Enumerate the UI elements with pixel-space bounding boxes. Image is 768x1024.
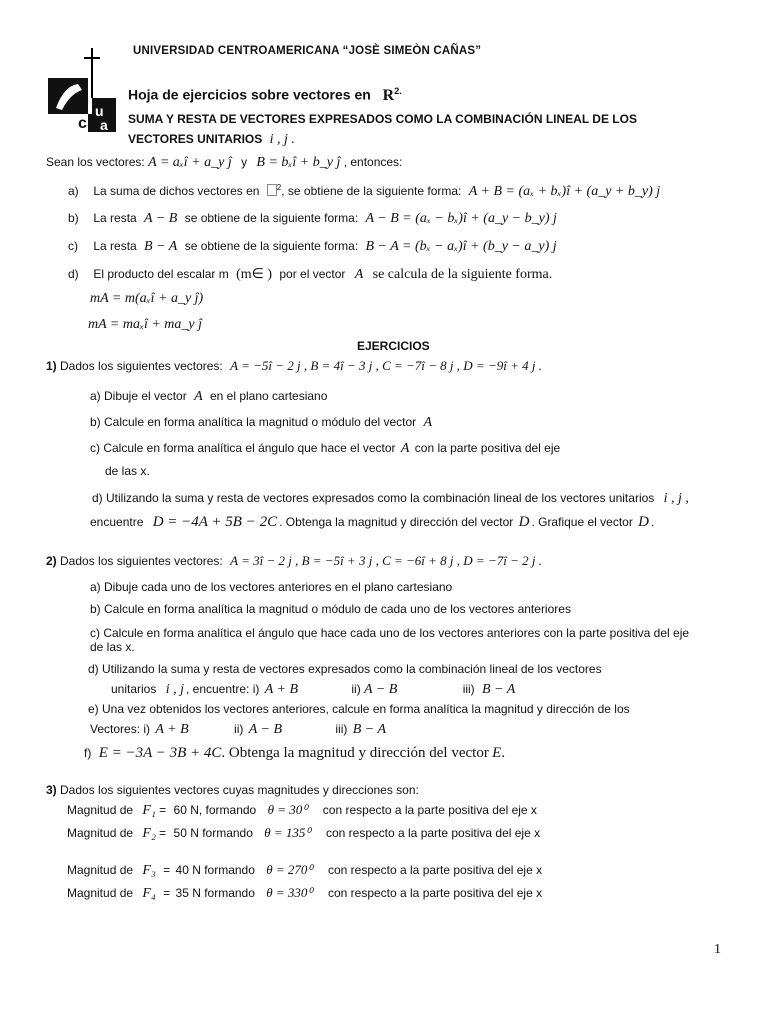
uca-logo xyxy=(48,48,116,132)
intro-b-text1: La resta xyxy=(93,211,137,225)
ex2-e-i: A + B xyxy=(155,722,189,737)
ex2-item-f xyxy=(84,745,505,762)
intro-d-label: d) xyxy=(68,267,79,281)
ex2-header xyxy=(46,553,542,569)
intro-b-vec: A − B xyxy=(144,211,178,226)
ex2-d-iii: B − A xyxy=(482,682,516,697)
ex1-d-vec: D xyxy=(518,514,530,530)
ex1-d-text4: . Grafique el vector xyxy=(531,515,633,529)
ex2-item-b: b) Calcule en forma analítica la magnitud o módulo de cada uno de los vectores anteriores xyxy=(90,602,571,616)
ex2-item-d2 xyxy=(111,682,515,698)
ex2-f-vec: E xyxy=(492,745,502,761)
force-equals: = xyxy=(159,826,167,840)
ex2-e-ii: A − B xyxy=(248,722,283,737)
intro-b-label: b) xyxy=(68,211,79,225)
ex1-d-text2: encuentre xyxy=(90,515,144,529)
intro-a-formula: A + B = (aₓ + bₓ)î + (a_y + b_y) j xyxy=(468,184,661,199)
ex2-item-c2: de las x. xyxy=(90,640,135,654)
ex3-header xyxy=(46,783,419,797)
ex2-d-i: A + B xyxy=(264,682,299,697)
ex1-b-vec: A xyxy=(423,415,433,430)
force-vector: F₄ xyxy=(142,886,156,901)
title-text: Hoja de ejercicios sobre vectores en xyxy=(128,86,371,103)
ex1-c-text: c) Calcule en forma analítica el ángulo que hace el vector xyxy=(90,441,396,455)
intro-c-label: c) xyxy=(68,239,78,253)
title-sup: 2. xyxy=(394,86,402,96)
ex1-item-c xyxy=(90,441,560,457)
intro-a-label: a) xyxy=(68,184,79,198)
intro-b-formula: A − B = (aₓ − bₓ)î + (a_y − b_y) j xyxy=(365,211,557,226)
force-text: 40 N formando xyxy=(175,863,255,877)
intro-line xyxy=(46,155,402,171)
ex1-item-d-cont xyxy=(90,514,654,531)
ex1-a-text2: en el plano cartesiano xyxy=(209,389,328,403)
ex1-d-units: i , j , xyxy=(663,491,689,506)
intro-item-c xyxy=(68,239,557,255)
intro-vec-b: B = bₓî + b_y ĵ xyxy=(256,155,341,170)
force-tail: con respecto a la parte positiva del eje x xyxy=(327,863,543,877)
intro-c-formula: B − A = (bₓ − aₓ)î + (b_y − a_y) j xyxy=(365,239,557,254)
subtitle-line2-text: VECTORES UNITARIOS xyxy=(128,132,263,146)
force-row xyxy=(67,862,542,879)
intro-d-text2: por el vector xyxy=(279,267,346,281)
force-label: Magnitud de xyxy=(67,803,134,817)
university-name: UNIVERSIDAD CENTROAMERICANA “JOSÈ SIMEÒN CAÑAS” xyxy=(133,45,482,57)
intro-d-text3: se calcula de la siguiente forma. xyxy=(372,267,553,282)
ex2-item-c1: c) Calcule en forma analítica el ángulo que hace cada uno de los vectores anteriores con la parte positiva del eje xyxy=(90,626,690,640)
ex2-d-text: unitarios xyxy=(111,682,157,696)
intro-c-vec: B − A xyxy=(144,239,178,254)
subtitle-line1: SUMA Y RESTA DE VECTORES EXPRESADOS COMO LA COMBINACIÓN LINEAL DE LOS xyxy=(128,112,637,126)
ex2-e-text: Vectores: i) xyxy=(90,722,151,736)
subtitle-units: i , j . xyxy=(269,132,295,147)
force-label: Magnitud de xyxy=(67,826,134,840)
force-tail: con respecto a la parte positiva del eje x xyxy=(327,886,543,900)
ex3-lead: Dados los siguientes vectores cuyas magnitudes y direcciones son: xyxy=(60,783,419,797)
ex2-f-text: . Obtenga la magnitud y dirección del vector xyxy=(221,745,489,761)
ex1-item-a xyxy=(90,389,327,405)
force-vector: F₁ xyxy=(142,803,156,818)
intro-d-formula2: mA = maₓî + ma_y ĵ xyxy=(88,317,202,332)
ex2-d-text2: , encuentre: i) xyxy=(185,682,260,696)
force-angle: θ = 135⁰ xyxy=(264,825,311,840)
ex2-d-units: i , j xyxy=(165,682,184,697)
exercises-heading: EJERCICIOS xyxy=(357,339,430,353)
force-equals: = xyxy=(159,803,167,817)
intro-y: y xyxy=(241,155,248,169)
intro-item-a xyxy=(68,183,660,200)
ex2-item-a: a) Dibuje cada uno de los vectores anteriores en el plano cartesiano xyxy=(90,580,453,594)
intro-d-formula1: mA = m(aₓî + a_y ĵ) xyxy=(90,291,204,306)
ex2-d-ii-label: ii) xyxy=(351,682,361,696)
intro-vec-a: A = aₓî + a_y ĵ xyxy=(148,155,232,170)
ex1-item-b xyxy=(90,415,432,431)
intro-tail: , entonces: xyxy=(343,155,403,169)
ex2-item-d1: d) Utilizando la suma y resta de vectores expresados como la combinación lineal de los vectores xyxy=(88,662,602,676)
force-row xyxy=(67,885,542,902)
intro-item-d xyxy=(68,266,552,283)
ex1-a-text: a) Dibuje el vector xyxy=(90,389,187,403)
ex1-vectors: A = −5î − 2 j , B = 4î − 3 j , C = −7î − 8 j , D = −9î + 4 j . xyxy=(230,358,542,373)
ex2-item-e2 xyxy=(90,722,386,738)
force-row xyxy=(67,825,540,842)
force-tail: con respecto a la parte positiva del eje x xyxy=(325,826,541,840)
force-angle: θ = 270⁰ xyxy=(266,862,313,877)
ex1-d-text3: . Obtenga la magnitud y dirección del vector xyxy=(279,515,514,529)
intro-b-text2: se obtiene de la siguiente forma: xyxy=(184,211,359,225)
intro-c-text2: se obtiene de la siguiente forma: xyxy=(184,239,359,253)
intro-a-text2: , se obtiene de la siguiente forma: xyxy=(281,184,462,198)
ex1-d-formula: D = −4A + 5B − 2C xyxy=(152,514,278,530)
intro-c-text1: La resta xyxy=(93,239,137,253)
force-label: Magnitud de xyxy=(67,863,134,877)
page-title xyxy=(128,86,402,105)
ex1-number: 1) xyxy=(46,359,57,373)
force-equals: = xyxy=(163,863,171,877)
force-label: Magnitud de xyxy=(67,886,134,900)
ex1-lead: Dados los siguientes vectores: xyxy=(60,359,223,373)
intro-d-text1: El producto del escalar m xyxy=(93,267,229,281)
missing-glyph-box xyxy=(267,184,277,196)
title-math: R xyxy=(382,86,395,104)
intro-lead: Sean los vectores: xyxy=(46,155,145,169)
ex2-e-iii: B − A xyxy=(352,722,387,737)
intro-d-paren: (m∈ ) xyxy=(236,267,273,282)
ex2-e-ii-label: ii) xyxy=(234,722,244,736)
force-vector: F₃ xyxy=(142,863,156,878)
force-tail: con respecto a la parte positiva del eje x xyxy=(322,803,537,817)
ex1-b-text: b) Calcule en forma analítica la magnitud o módulo del vector xyxy=(90,415,417,429)
ex1-c-text2: con la parte positiva del eje xyxy=(414,441,561,455)
force-angle: θ = 330⁰ xyxy=(266,885,313,900)
ex1-c-vec: A xyxy=(400,441,410,456)
ex2-d-iii-label: iii) xyxy=(462,682,475,696)
force-angle: θ = 30⁰ xyxy=(267,802,308,817)
ex2-vectors: A = 3î − 2 j , B = −5î + 3 j , C = −6î + 8 j , D = −7î − 2 j . xyxy=(230,553,542,568)
page-number: 1 xyxy=(714,942,721,957)
ex2-f-label: f) xyxy=(84,746,92,760)
ex1-d-end: . xyxy=(651,515,655,529)
ex1-c-text3: de las x. xyxy=(105,464,150,478)
ex2-lead: Dados los siguientes vectores: xyxy=(60,554,223,568)
force-row xyxy=(67,802,537,819)
force-text: 50 N formando xyxy=(173,826,253,840)
intro-a-sup: 2 xyxy=(276,183,282,192)
intro-a-text: La suma de dichos vectores en xyxy=(93,184,260,198)
svg-text:u: u xyxy=(95,103,104,119)
ex2-number: 2) xyxy=(46,554,57,568)
ex1-a-vec: A xyxy=(194,389,203,404)
force-text: 35 N formando xyxy=(175,886,255,900)
force-vector: F₂ xyxy=(142,826,156,841)
ex1-d-text: d) Utilizando la suma y resta de vectores expresados como la combinación lineal de los vectores unitarios xyxy=(92,491,655,505)
ex2-f-formula: E = −3A − 3B + 4C xyxy=(98,745,222,761)
ex2-f-end: . xyxy=(501,745,506,761)
intro-item-b xyxy=(68,211,557,227)
ex1-header xyxy=(46,358,542,374)
svg-text:c: c xyxy=(78,115,87,132)
force-equals: = xyxy=(163,886,171,900)
svg-text:a: a xyxy=(100,117,108,132)
intro-d-vec: A xyxy=(354,267,364,282)
ex3-number: 3) xyxy=(46,783,57,797)
force-text: 60 N, formando xyxy=(173,803,257,817)
ex2-d-ii: A − B xyxy=(364,682,398,697)
subtitle-line2 xyxy=(128,132,295,148)
ex1-d-vec2: D xyxy=(638,514,650,530)
ex2-e-iii-label: iii) xyxy=(335,722,348,736)
ex2-item-e1: e) Una vez obtenidos los vectores anteriores, calcule en forma analítica la magnitud y dirección de los xyxy=(88,702,630,716)
ex1-item-d xyxy=(92,491,689,507)
